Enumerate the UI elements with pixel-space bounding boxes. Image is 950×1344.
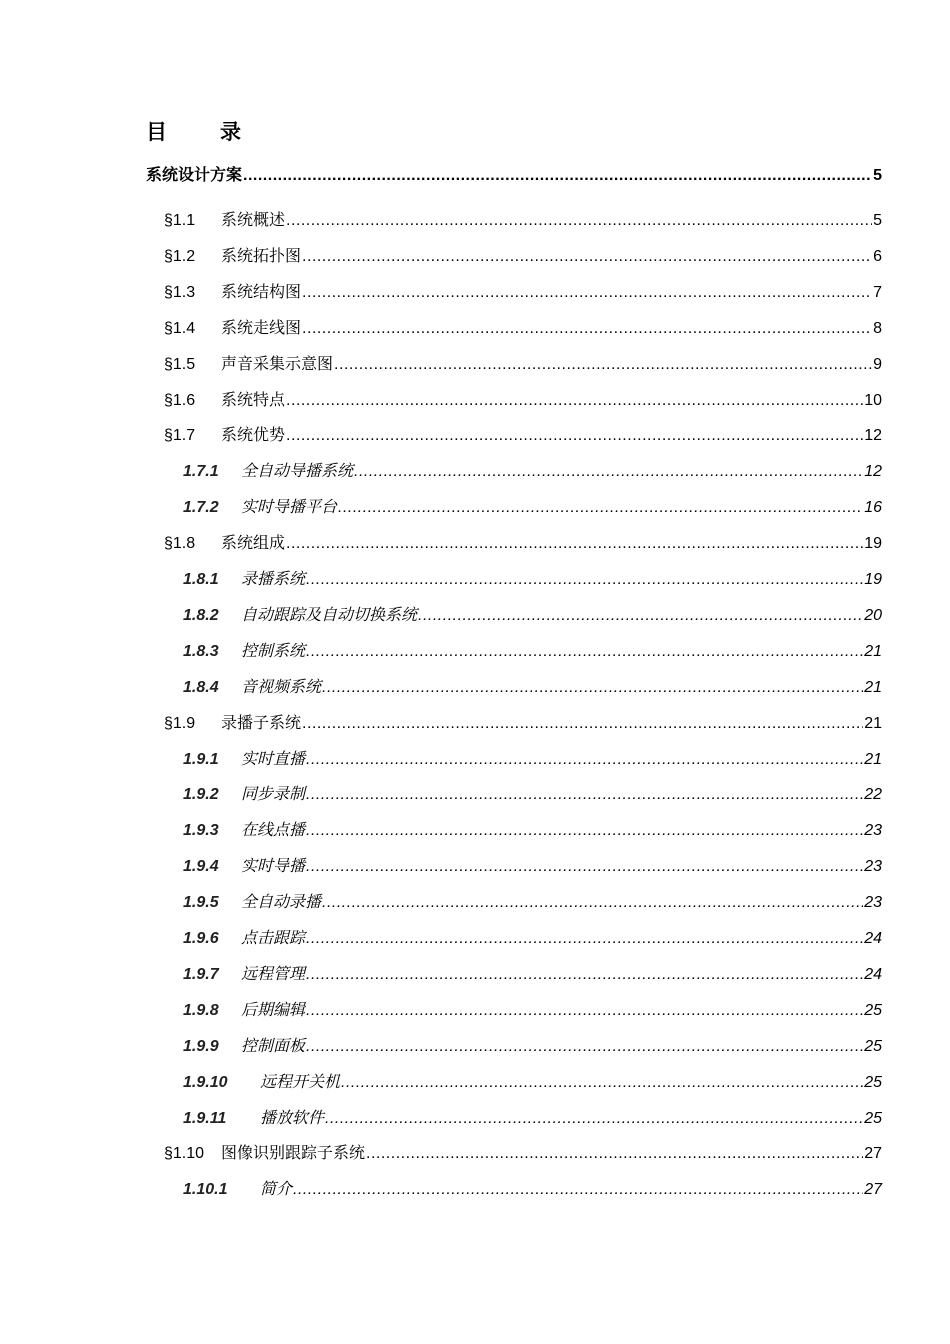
toc-entry-title: 自动跟踪及自动切换系统 bbox=[241, 604, 418, 624]
toc-entry-title: 实时导播平台 bbox=[241, 497, 338, 517]
toc-entry-page-number: 10 bbox=[864, 391, 882, 409]
toc-entry-title: 远程开关机 bbox=[260, 1071, 341, 1091]
toc-entry[interactable] bbox=[183, 675, 882, 699]
toc-entry[interactable] bbox=[164, 531, 882, 555]
toc-entry-page-number: 21 bbox=[864, 642, 882, 660]
toc-entry-number: 1.8.3 bbox=[183, 642, 219, 660]
toc-title: 目 录 bbox=[146, 120, 257, 144]
dot-leader bbox=[306, 568, 863, 592]
toc-entry[interactable] bbox=[164, 423, 882, 447]
dot-leader bbox=[325, 1107, 863, 1131]
dot-leader bbox=[302, 712, 863, 736]
toc-entry-title: 远程管理 bbox=[241, 963, 306, 983]
dot-leader bbox=[322, 891, 863, 915]
toc-entry[interactable] bbox=[183, 1177, 882, 1201]
toc-entry-title: 简介 bbox=[260, 1179, 293, 1199]
toc-entry-number: 1.9.2 bbox=[183, 786, 219, 804]
toc-entry-number: 1.9.9 bbox=[183, 1037, 219, 1055]
dot-leader bbox=[243, 164, 872, 188]
toc-entry-title: 系统设计方案 bbox=[146, 165, 243, 184]
toc-entry-title: 在线点播 bbox=[241, 820, 306, 840]
toc-entry-number: 1.7.2 bbox=[183, 499, 219, 517]
toc-entry-number: 1.9.7 bbox=[183, 965, 219, 983]
toc-entry-title: 全自动录播 bbox=[241, 892, 322, 912]
dot-leader bbox=[306, 748, 863, 772]
dot-leader bbox=[306, 640, 863, 664]
toc-entry[interactable] bbox=[146, 163, 882, 187]
toc-entry-title: 控制面板 bbox=[241, 1035, 306, 1055]
toc-entry-page-number: 24 bbox=[864, 965, 882, 983]
toc-entry-page-number: 23 bbox=[864, 858, 882, 876]
toc-entry-number: 1.10.1 bbox=[183, 1181, 228, 1199]
toc-entry[interactable] bbox=[164, 352, 882, 376]
dot-leader bbox=[286, 532, 863, 556]
toc-entry-page-number: 7 bbox=[873, 283, 882, 301]
toc-entry-title: 录播子系统 bbox=[221, 712, 302, 732]
toc-entry[interactable] bbox=[164, 388, 882, 412]
toc-entry[interactable] bbox=[164, 244, 882, 268]
dot-leader bbox=[302, 245, 872, 269]
toc-entry[interactable] bbox=[183, 459, 882, 483]
toc-entry-page-number: 22 bbox=[864, 786, 882, 804]
dot-leader bbox=[306, 855, 863, 879]
toc-entry-page-number: 8 bbox=[873, 319, 882, 337]
toc-entry-title: 点击跟踪 bbox=[241, 928, 306, 947]
toc-entry-page-number: 12 bbox=[864, 463, 882, 481]
toc-entry[interactable] bbox=[183, 567, 882, 591]
toc-entry-number: 1.9.10 bbox=[183, 1073, 228, 1091]
toc-entry-page-number: 27 bbox=[864, 1145, 882, 1163]
toc-entry-title: 系统特点 bbox=[221, 389, 286, 409]
toc-entry[interactable] bbox=[183, 603, 882, 627]
toc-entry-number: §1.6 bbox=[164, 391, 196, 409]
toc-entry[interactable] bbox=[183, 854, 882, 878]
toc-entry-number: §1.1 bbox=[164, 212, 196, 229]
dot-leader bbox=[302, 317, 872, 341]
toc-entry-page-number: 21 bbox=[864, 678, 882, 696]
toc-entry-title: 录播系统 bbox=[241, 569, 306, 588]
toc-entry[interactable] bbox=[164, 316, 882, 340]
toc-entry-title: 图像识别跟踪子系统 bbox=[221, 1143, 366, 1163]
toc-entry-page-number: 19 bbox=[864, 571, 882, 588]
toc-entry-page-number: 19 bbox=[864, 535, 882, 553]
toc-entry-title: 系统拓扑图 bbox=[221, 245, 302, 265]
toc-entry-page-number: 23 bbox=[864, 894, 882, 912]
toc-entry-number: §1.9 bbox=[164, 714, 196, 732]
toc-entry-page-number: 25 bbox=[864, 1073, 882, 1091]
toc-entry-page-number: 27 bbox=[864, 1181, 882, 1199]
toc-entry-number: §1.2 bbox=[164, 247, 196, 265]
toc-entry-number: 1.9.5 bbox=[183, 894, 219, 912]
toc-entry[interactable] bbox=[183, 1106, 882, 1130]
toc-entry-title: 音视频系统 bbox=[241, 676, 322, 696]
toc-entry-number: §1.10 bbox=[164, 1145, 205, 1163]
toc-entry-page-number: 25 bbox=[864, 1109, 882, 1127]
toc-entry[interactable] bbox=[183, 962, 882, 986]
toc-entry-title: 系统结构图 bbox=[221, 281, 302, 301]
toc-entry-number: §1.3 bbox=[164, 283, 196, 301]
toc-entry-number: 1.9.4 bbox=[183, 858, 219, 876]
dot-leader bbox=[306, 963, 863, 987]
toc-entry-number: 1.9.6 bbox=[183, 930, 219, 947]
toc-entry-title: 播放软件 bbox=[260, 1107, 325, 1127]
toc-entry[interactable] bbox=[183, 495, 882, 519]
toc-entry-title: 系统概述 bbox=[221, 210, 286, 229]
toc-entry[interactable] bbox=[183, 1070, 882, 1094]
toc-entry-title: 系统走线图 bbox=[221, 317, 302, 337]
toc-entry-title: 同步录制 bbox=[241, 784, 306, 804]
toc-entry-number: 1.9.11 bbox=[183, 1109, 227, 1127]
toc-entry-title: 系统组成 bbox=[221, 533, 286, 553]
dot-leader bbox=[338, 496, 863, 520]
dot-leader bbox=[306, 927, 863, 951]
toc-entry-number: §1.8 bbox=[164, 535, 196, 553]
toc-entry-page-number: 5 bbox=[873, 167, 882, 184]
toc-entry-number: §1.4 bbox=[164, 319, 196, 337]
toc-entry[interactable] bbox=[183, 926, 882, 950]
toc-entry-number: 1.7.1 bbox=[183, 463, 219, 481]
dot-leader bbox=[286, 424, 863, 448]
dot-leader bbox=[334, 353, 872, 377]
toc-entry[interactable] bbox=[164, 280, 882, 304]
toc-entry-title: 声音采集示意图 bbox=[221, 353, 334, 373]
dot-leader bbox=[293, 1178, 863, 1202]
dot-leader bbox=[306, 819, 863, 843]
toc-entry-title: 全自动导播系统 bbox=[241, 461, 354, 481]
toc-entry-number: 1.8.1 bbox=[183, 571, 219, 588]
toc-entry[interactable] bbox=[183, 747, 882, 771]
toc-entry[interactable] bbox=[164, 711, 882, 735]
toc-entry[interactable] bbox=[164, 1141, 882, 1165]
toc-entry-number: 1.9.1 bbox=[183, 750, 219, 768]
dot-leader bbox=[322, 676, 863, 700]
toc-entry-page-number: 6 bbox=[873, 247, 882, 265]
toc-entry-number: 1.9.3 bbox=[183, 822, 219, 840]
toc-entry-page-number: 20 bbox=[864, 606, 882, 624]
toc-entry-number: 1.8.2 bbox=[183, 606, 219, 624]
dot-leader bbox=[286, 209, 872, 233]
dot-leader bbox=[306, 1035, 863, 1059]
toc-entry[interactable] bbox=[183, 890, 882, 914]
toc-entry-number: §1.7 bbox=[164, 427, 196, 445]
dot-leader bbox=[306, 999, 863, 1023]
dot-leader bbox=[306, 783, 863, 807]
toc-entry-page-number: 5 bbox=[873, 212, 882, 229]
toc-entry-title: 实时导播 bbox=[241, 856, 306, 876]
toc-entry-number: §1.5 bbox=[164, 355, 196, 373]
toc-entry-page-number: 21 bbox=[864, 750, 882, 768]
dot-leader bbox=[286, 389, 863, 413]
toc-entry-page-number: 16 bbox=[864, 499, 882, 517]
toc-entry[interactable] bbox=[183, 782, 882, 806]
toc-entry-title: 实时直播 bbox=[241, 748, 306, 768]
dot-leader bbox=[366, 1142, 863, 1166]
toc-entry[interactable] bbox=[183, 818, 882, 842]
toc-entry-page-number: 12 bbox=[864, 427, 882, 445]
dot-leader bbox=[354, 460, 863, 484]
toc-entry[interactable] bbox=[164, 208, 882, 232]
toc-entry-page-number: 25 bbox=[864, 1037, 882, 1055]
dot-leader bbox=[302, 281, 872, 305]
dot-leader bbox=[418, 604, 863, 628]
toc-entry-page-number: 25 bbox=[864, 1001, 882, 1019]
toc-entry-number: 1.9.8 bbox=[183, 1001, 219, 1019]
toc-entry-title: 后期编辑 bbox=[241, 999, 306, 1019]
dot-leader bbox=[341, 1071, 863, 1095]
toc-entry[interactable] bbox=[183, 639, 882, 663]
toc-entry[interactable] bbox=[183, 1034, 882, 1058]
toc-entry-page-number: 9 bbox=[873, 355, 882, 373]
toc-entry-page-number: 24 bbox=[864, 930, 882, 947]
toc-entry-title: 控制系统 bbox=[241, 640, 306, 660]
toc-entry-number: 1.8.4 bbox=[183, 678, 219, 696]
toc-entry[interactable] bbox=[183, 998, 882, 1022]
toc-entry-page-number: 23 bbox=[864, 822, 882, 840]
toc-entry-title: 系统优势 bbox=[221, 425, 286, 445]
toc-entry-page-number: 21 bbox=[864, 714, 882, 732]
